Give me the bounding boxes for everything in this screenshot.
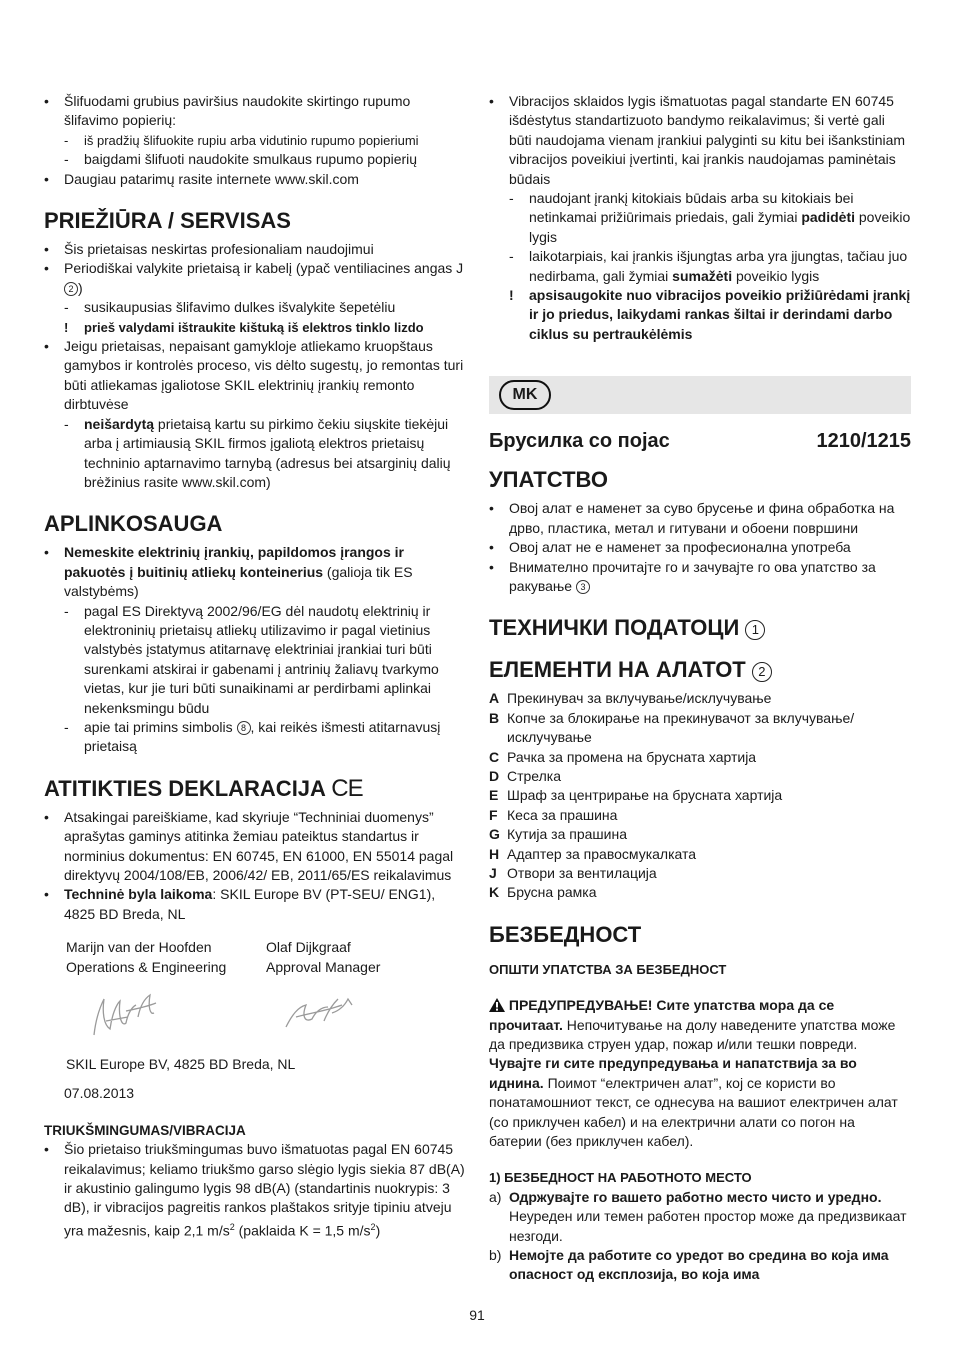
section-title: УПАТСТВО xyxy=(489,467,608,493)
warning-triangle-icon xyxy=(489,998,505,1012)
product-heading xyxy=(489,428,911,454)
part-label: Копче за блокирање на прекинувачот за вклучување/ исклучување xyxy=(507,709,855,746)
parts-list-item xyxy=(489,786,911,805)
part-key: J xyxy=(489,864,497,881)
part-key: K xyxy=(489,884,500,901)
callout-number: 8 xyxy=(237,721,251,735)
signature-images xyxy=(66,977,466,1055)
product-model: 1210/1215 xyxy=(816,430,911,453)
parts-list-item xyxy=(489,709,911,748)
signatory-role: Approval Manager xyxy=(266,958,381,975)
section-subtitle: 1) БЕЗБЕДНОСТ НА РАБОТНОТО МЕСТО xyxy=(489,1170,752,1186)
parts-list-item xyxy=(489,883,911,902)
language-badge: MK xyxy=(499,380,551,410)
part-label: Стрелка xyxy=(507,767,562,784)
section-subtitle: TRIUKŠMINGUMAS/VIBRACIJA xyxy=(44,1122,246,1138)
part-label: Прекинувач за вклучување/исклучување xyxy=(507,690,772,707)
list-item: - neišardytą prietaisą kartu su pirkimo čekiu siųskite tiekėjui arba į artimiausią SKIL firmos įgaliotą elektros prietaisų techninio aptarnavimo tarnybą (adresus bei atsarginių dalių brėžinius rasite www.skil.com) xyxy=(64,415,451,490)
section-title: ATITIKTIES DEKLARACIJA CE xyxy=(44,774,363,802)
list-item: • Šio prietaiso triukšmingumas buvo išmatuotas pagal EN 60745 reikalavimus; keliamo triukšmo garso slėgio lygis siekia 87 dB(A) ir akustinio galingumo lygis 98 dB(A) (standartinis nuokrypis: 3 dB), ir vibracijos pagreitis rankos plaštakos srityje tipiniu atveju yra mažesnis, kaip 2,1 $m/s^2$ (paklaida K = 1,5 $m/s^2$) xyxy=(44,1141,465,1239)
list-item: - pagal ES Direktyvą 2002/96/EG dėl naudotų elektrinių ir elektroninių prietaisų atliekų utilizavimo ir pagal vietinius valstybės įstatymus atitarnavę elektriniai įrankiai turi būti surenkami atskirai ir gabenami į antrinių žaliavų tvarkymo vietas, kur jie turi būti sunaikinami ar perdirbami aplinkai nekenksmingu būdu xyxy=(64,602,439,716)
part-key: A xyxy=(489,690,500,707)
signatory-name: Marijn van der Hoofden xyxy=(66,939,212,956)
list-item: • Овој алат е наменет за суво брусење и фина обработка на дрво, пластика, метал и гитувани и обоени површини xyxy=(489,500,895,536)
parts-list-item xyxy=(489,825,911,844)
signatory-role: Operations & Engineering xyxy=(66,958,227,975)
parts-list-item xyxy=(489,689,911,708)
parts-list-item xyxy=(489,864,911,883)
part-key: H xyxy=(489,845,500,862)
left-column xyxy=(44,92,466,1241)
list-item: • Šis prietaisas neskirtas profesionaliam naudojimui xyxy=(44,241,374,258)
list-item: - naudojant įrankį kitokiais būdais arba su kitokiais bei netinkamai prižiūrimais priedais, gali žymiai padidėti poveikio lygis xyxy=(509,190,911,245)
callout-number: 1 xyxy=(745,620,765,640)
callout-number: 2 xyxy=(64,282,78,296)
callout-number: 2 xyxy=(752,662,772,682)
part-label: Рачка за промена на брусната хартија xyxy=(507,748,757,765)
section-title: APLINKOSAUGA xyxy=(44,511,223,537)
list-item: • Nemeskite elektrinių įrankių, papildomos įrangos ir pakuotės į buitinių atliekų konteinerius (galioja tik ES valstybėms) xyxy=(44,544,413,600)
language-bar xyxy=(489,376,911,414)
warning-item: ! prieš valydami ištraukite kištuką iš elektros tinklo lizdo xyxy=(64,319,424,335)
list-item: a) Одржувајте го вашето работно место чисто и уредно. Неуреден или темен работен простор може да предизвикаат незгоди. xyxy=(489,1188,907,1244)
page-number: 91 xyxy=(469,1307,485,1323)
part-key: D xyxy=(489,767,500,784)
parts-list-item xyxy=(489,748,911,767)
company-address: SKIL Europe BV, 4825 BD Breda, NL xyxy=(66,1056,296,1073)
product-name: Брусилка со појас xyxy=(489,430,670,453)
callout-number: 3 xyxy=(576,580,590,594)
list-item: - baigdami šlifuoti naudokite smulkaus rupumo popierių xyxy=(64,151,418,168)
part-label: Отвори за вентилација xyxy=(507,864,657,881)
right-column xyxy=(489,92,911,1285)
part-label: Адаптер за правосмукалката xyxy=(507,845,697,862)
list-item: b) Немојте да работите со уредот во средина во која има опасност од експлозија, во која има xyxy=(489,1247,889,1283)
part-label: Кутија за прашина xyxy=(507,826,627,843)
signatory-name: Olaf Dijkgraaf xyxy=(266,939,351,956)
list-item: • Vibracijos sklaidos lygis išmatuotas pagal standarte EN 60745 išdėstytus standartizuoto bandymo reikalavimus; ši vertė gali būti naudojama vienam įrankiui palyginti su kitu bei išankstiniam vibracijos poveikiui įvertinti, kai įrankis naudojamas paminėtais būdais xyxy=(489,93,906,187)
signature-image xyxy=(66,977,176,1047)
part-key: F xyxy=(489,806,498,823)
section-title: ТЕХНИЧКИ ПОДАТОЦИ 1 xyxy=(489,615,911,641)
part-key: E xyxy=(489,787,499,804)
list-item: - susikaupusias šlifavimo dulkes išvalykite šepetėliu xyxy=(64,299,396,316)
section-title: ЕЛЕМЕНТИ НА АЛАТОТ 2 xyxy=(489,657,911,683)
list-item: • Techninė byla laikoma: SKIL Europe BV (PT-SEU/ ENG1), 4825 BD Breda, NL xyxy=(44,886,436,922)
section-subtitle: ОПШТИ УПАТСТВА ЗА БЕЗБЕДНОСТ xyxy=(489,961,727,977)
section-title: БЕЗБЕДНОСТ xyxy=(489,921,642,947)
list-item: - laikotarpiais, kai įrankis išjungtas arba yra įjungtas, tačiau juo nedirbama, gali žymiai sumažėti poveikio lygis xyxy=(509,248,908,284)
list-item: • Daugiau patarimų rasite internete www.skil.com xyxy=(44,170,359,187)
list-item: • Atsakingai pareiškiame, kad skyriuje “Techniniai duomenys” aprašytas gaminys atitinka žemiau pateiktus standartus ir norminius dokumentus: EN 60745, EN 61000, EN 55014 pagal direktyvų 2004/108/EB, 2006/42/ EB, 2011/65/ES reikalavimus xyxy=(44,808,454,883)
parts-list-item xyxy=(489,767,911,786)
parts-list-item xyxy=(489,806,911,825)
parts-list-item xyxy=(489,845,911,864)
part-key: C xyxy=(489,748,500,765)
signatories xyxy=(66,938,466,977)
list-item: • Внимателно прочитајте го и зачувајте го ова упатство за ракување 3 xyxy=(489,558,876,594)
list-item: - apie tai primins simbolis 8 , kai reikės išmesti atitarnavusį prietaisą xyxy=(64,718,441,755)
section-title: PRIEŽIŪRA / SERVISAS xyxy=(44,208,291,234)
list-item: • Periodiškai valykite prietaisą ir kabelį (ypač ventiliacines angas J 2 ) xyxy=(44,260,464,296)
warning-paragraph: ПРЕДУПРЕДУВАЊЕ! Сите упатства мора да се прочитаат. Непочитување на долу наведените упатства може да предизвика струен удар, пожар и/или тешки повреди. Чувајте ги сите предупредувања и напатствија за во иднина. Поимот “електричен алат”, кој се користи во понатамошниот текст, се однесува на вашиот електричен алат (со приклучен кабел) и на електрични алати со погон на батерии (без приклучен кабел). xyxy=(489,997,898,1150)
part-label: Шраф за центрирање на брусната хартија xyxy=(507,787,783,804)
part-key: B xyxy=(489,709,500,726)
part-label: Кеса за прашина xyxy=(507,806,618,823)
declaration-date: 07.08.2013 xyxy=(64,1085,135,1102)
list-item: • Šlifuodami grubius paviršius naudokite skirtingo rupumo šlifavimo popierių: xyxy=(44,93,411,129)
part-label: Брусна рамка xyxy=(507,884,597,901)
part-key: G xyxy=(489,826,500,843)
signature-image xyxy=(266,977,376,1047)
list-item: • Jeigu prietaisas, nepaisant gamykloje atliekamo kruopštaus gamybos ir kontrolės proceso, vis dėlto sugestų, jo remontas turi būti atliekamas įgaliotose SKIL elektrinių įrankių remonto dirbtuvėse xyxy=(44,338,464,413)
parts-list xyxy=(489,689,911,902)
warning-item: ! apsisaugokite nuo vibracijos poveikio prižiūrėdami įrankį ir jo priedus, laikydami rankas šiltai ir derindami darbo ciklus su pertraukėlėmis xyxy=(509,287,911,342)
ce-mark: CE xyxy=(331,774,363,802)
list-item: - iš pradžių šlifuokite rupiu arba vidutinio rupumo popieriumi xyxy=(64,132,419,148)
list-item: • Овој алат не е наменет за професионална употреба xyxy=(489,539,851,556)
